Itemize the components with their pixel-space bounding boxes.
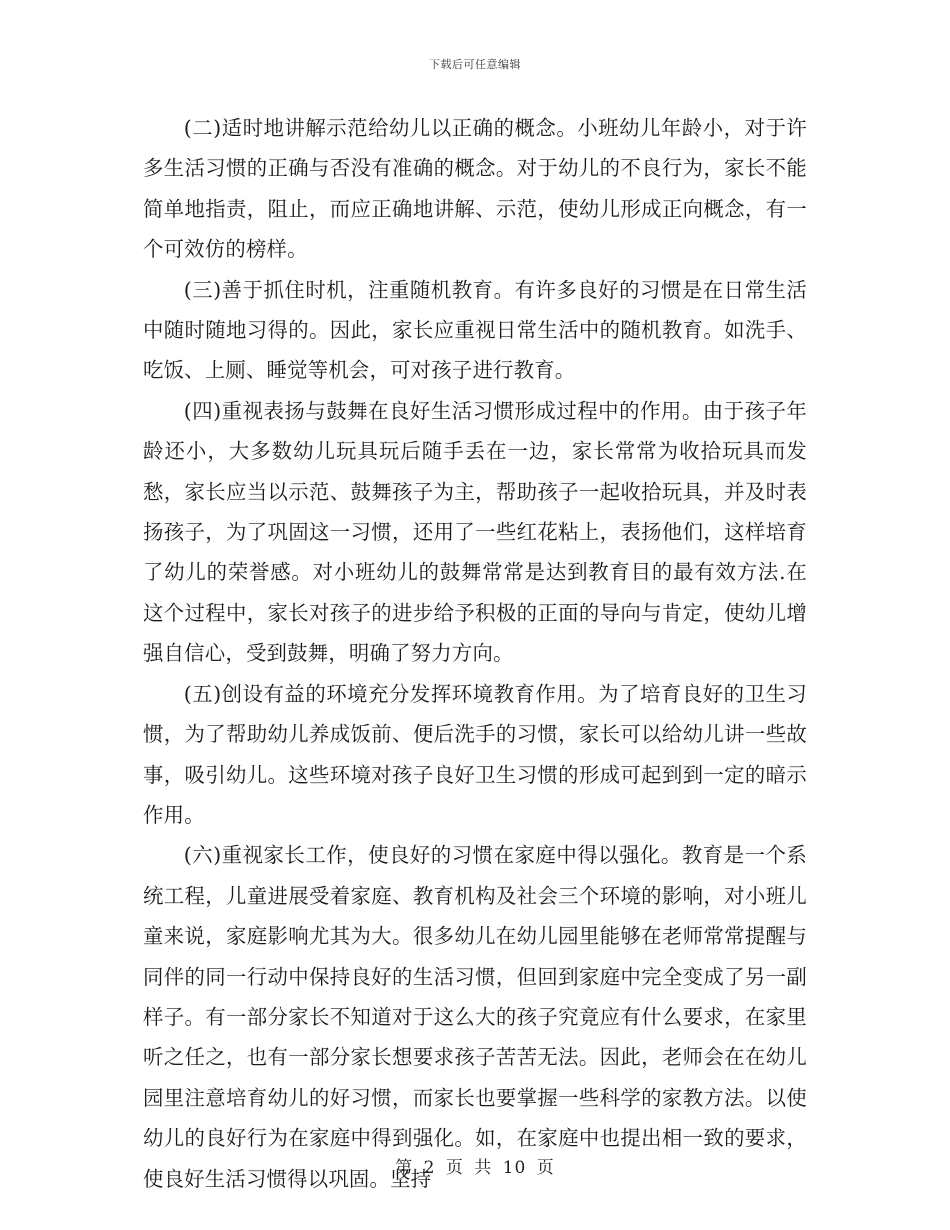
paragraph-2: (二)适时地讲解示范给幼儿以正确的概念。小班幼儿年龄小，对于许多生活习惯的正确与否没有准确的概念。对于幼儿的不良行为，家长不能简单地指责，阻止，而应正确地讲解、示范，使幼儿形成正向概念，有一个可效仿的榜样。 [143, 116, 807, 262]
page-number: 第 2 页 共 10 页 [395, 1158, 555, 1178]
header-note: 下载后可任意编辑 [429, 58, 521, 71]
paragraph-3: (三)善于抓住时机，注重随机教育。有许多良好的习惯是在日常生活中随时随地习得的。因此，家长应重视日常生活中的随机教育。如洗手、吃饭、上厕、睡觉等机会，可对孩子进行教育。 [143, 277, 807, 383]
paragraph-5: (五)创设有益的环境充分发挥环境教育作用。为了培育良好的卫生习惯，为了帮助幼儿养成饭前、便后洗手的习惯，家长可以给幼儿讲一些故事，吸引幼儿。这些环境对孩子良好卫生习惯的形成可起到到一定的暗示作用。 [143, 681, 807, 827]
paragraph-6: (六)重视家长工作，使良好的习惯在家庭中得以强化。教育是一个系统工程，儿童进展受着家庭、教育机构及社会三个环境的影响，对小班儿童来说，家庭影响尤其为大。很多幼儿在幼儿园里能够在老师常常提醒与同伴的同一行动中保持良好的生活习惯，但回到家庭中完全变成了另一副样子。有一部分家长不知道对于这么大的孩子究竟应有什么要求，在家里听之任之，也有一部分家长想要求孩子苦苦无法。因此，老师会在在幼儿园里注意培育幼儿的好习惯，而家长也要掌握一些科学的家教方法。以使幼儿的良好行为在家庭中得到强化。如，在家庭中也提出相一致的要求，使良好生活习惯得以巩固。坚持 [143, 843, 807, 1191]
paragraph-4: (四)重视表扬与鼓舞在良好生活习惯形成过程中的作用。由于孩子年龄还小，大多数幼儿玩具玩后随手丢在一边，家长常常为收拾玩具而发愁，家长应当以示范、鼓舞孩子为主，帮助孩子一起收拾玩具，并及时表扬孩子，为了巩固这一习惯，还用了一些红花粘上，表扬他们，这样培育了幼儿的荣誉感。对小班幼儿的鼓舞常常是达到教育目的最有效方法.在这个过程中，家长对孩子的进步给予积极的正面的导向与肯定，使幼儿增强自信心，受到鼓舞，明确了努力方向。 [143, 398, 807, 666]
body-text [143, 108, 807, 1199]
